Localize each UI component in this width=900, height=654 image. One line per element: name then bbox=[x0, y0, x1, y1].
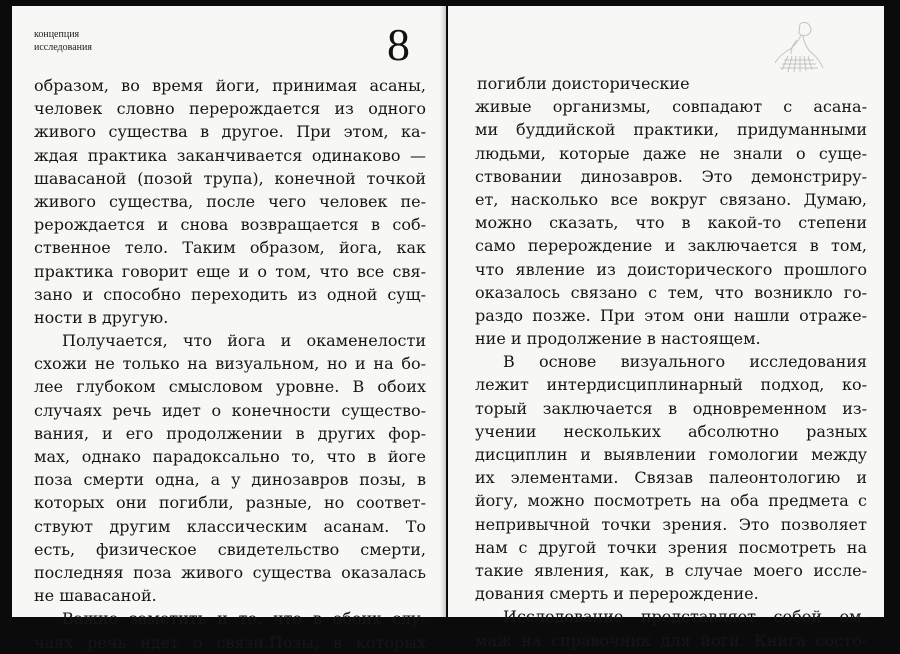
text-line: есть, физическое свидетельство смерти, bbox=[34, 539, 426, 559]
text-line: случаях речь идет о конечности существо- bbox=[34, 400, 426, 420]
text-line: само перерождение и заключается в том, bbox=[475, 236, 867, 256]
left-page bbox=[12, 6, 446, 652]
text-line: последняя поза живого существа оказалась bbox=[34, 562, 426, 582]
page-number: 8 bbox=[387, 19, 410, 70]
text-line: Исследование представляет собой ом- bbox=[503, 607, 867, 627]
text-line: дования смерть и перерождение. bbox=[475, 584, 759, 604]
text-line: ственное тело. Таким образом, йога, как bbox=[34, 238, 426, 258]
text-line: учении нескольких абсолютно разных bbox=[475, 421, 867, 441]
text-line: чаях речь идет о связи.Позы, в которых bbox=[34, 632, 426, 652]
text-line: лее глубоком смысловом уровне. В обоих bbox=[34, 377, 426, 397]
text-line: живого существа, после чего человек пе- bbox=[34, 191, 426, 211]
text-line: живые организмы, совпадают с асана- bbox=[475, 97, 867, 117]
text-line: такие явления, как, в случае моего иссле- bbox=[475, 560, 867, 580]
text-line: ние и продолжение в настоящем. bbox=[475, 329, 761, 349]
text-line: образом, во время йоги, принимая асаны, bbox=[34, 76, 426, 95]
text-line: что явление из доисторического прошлого bbox=[475, 259, 867, 279]
text-line: оказалось связано с тем, что возникло го- bbox=[475, 282, 867, 302]
left-body-text bbox=[34, 74, 426, 654]
text-line: ждая практика заканчивается одинаково — bbox=[34, 145, 426, 165]
running-head-line: концепция bbox=[34, 29, 80, 40]
running-head bbox=[34, 28, 92, 54]
text-line: лежит интердисциплинарный подход, ко- bbox=[475, 375, 867, 395]
text-line: ми буддийской практики, придуманными bbox=[475, 120, 867, 140]
text-line: Важно заметить и то, что в обоих слу- bbox=[62, 609, 426, 629]
text-line: живого существа в другое. При этом, ка- bbox=[34, 122, 426, 142]
text-line: ет, насколько все вокруг связано. Думаю, bbox=[475, 189, 867, 209]
text-line: Получается, что йога и окаменелости bbox=[62, 331, 426, 351]
text-line: В основе визуального исследования bbox=[503, 352, 867, 372]
text-line: ности в другую. bbox=[34, 307, 169, 327]
text-line: торый заключается в одновременном из- bbox=[475, 398, 867, 418]
text-line: людьми, которые даже не знали о суще- bbox=[475, 143, 867, 163]
running-head-line: исследования bbox=[34, 42, 92, 53]
text-line: ствовании динозавров. Это демонстриру- bbox=[475, 166, 867, 186]
text-line: их элементами. Связав палеонтологию и bbox=[475, 468, 867, 488]
right-body-text bbox=[475, 72, 867, 652]
text-line: йогу, можно посмотреть на оба предмета с bbox=[475, 491, 867, 511]
text-line: не шавасаной. bbox=[34, 586, 157, 606]
text-line: дисциплин и выявлении гомологии между bbox=[475, 445, 867, 465]
text-line: которых они погибли, разные, но соответ- bbox=[34, 493, 426, 513]
pose-figure-icon bbox=[770, 16, 828, 78]
text-line: ствуют другим классическим асанам. То bbox=[34, 516, 426, 536]
right-page bbox=[448, 6, 884, 650]
text-line: поза смерти одна, а у динозавров позы, в bbox=[34, 470, 426, 490]
text-line: погибли доисторические bbox=[477, 74, 690, 93]
text-line: схожи не только на визуальном, но и на бо- bbox=[34, 354, 426, 374]
text-line: непривычной точки зрения. Это позволяет bbox=[475, 514, 867, 534]
text-line: раздо позже. При этом они нашли отраже- bbox=[475, 305, 867, 325]
text-line: нам с другой точки зрения посмотреть на bbox=[475, 537, 867, 557]
text-line: зано и способно переходить из одной сущ- bbox=[34, 284, 426, 304]
text-line: можно сказать, что в какой-то степени bbox=[475, 213, 867, 233]
text-line: человек словно перерождается из одного bbox=[34, 99, 426, 119]
text-line: шавасаной (позой трупа), конечной точкой bbox=[34, 168, 426, 188]
text-line: вания, и его продолжении в других фор- bbox=[34, 423, 426, 443]
text-line: рерождается и снова возвращается в соб- bbox=[34, 215, 426, 235]
text-line: мах, однако парадоксально то, что в йоге bbox=[34, 447, 426, 467]
text-line: маж на справочник для йоги. Книга состо- bbox=[475, 630, 867, 650]
text-line: практика говорит еще и о том, что все свя- bbox=[34, 261, 426, 281]
